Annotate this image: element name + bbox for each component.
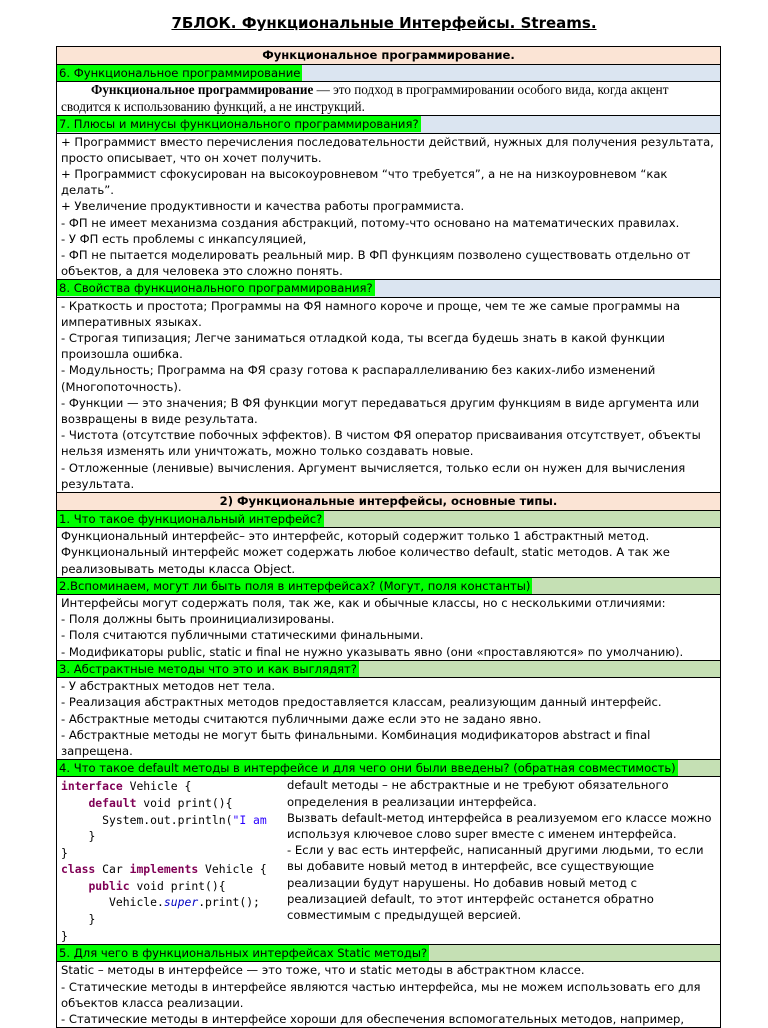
answer-line: + Увеличение продуктивности и качества работы программиста. bbox=[61, 199, 465, 214]
answer-line: Вызвать default-метод интерфейса в реализуемом его классе можно используя ключевое слово super вместе с именем интерфейса. bbox=[287, 810, 712, 841]
question-row bbox=[57, 116, 721, 133]
document-title: 7БЛОК. Функциональные Интерфейсы. Streams. bbox=[171, 14, 597, 32]
answer-line: - Поля считаются публичными статическими финальными. bbox=[61, 628, 424, 643]
section-header: 2) Функциональные интерфейсы, основные типы. bbox=[57, 493, 721, 511]
code-line: System.out.println("I am bbox=[102, 812, 267, 827]
answer-cell bbox=[57, 297, 721, 492]
answer-line: Функциональный интерфейс– это интерфейс, который содержит только 1 абстрактный метод. Функциональный интерфейс может содержать любое количество default, static методов. А так же реализовывать методы класса Object. bbox=[61, 529, 670, 576]
answer-line: - У ФП есть проблемы с инкапсуляцией, bbox=[61, 231, 307, 246]
content-table bbox=[56, 46, 721, 1028]
answer-line: - Отложенные (ленивые) вычисления. Аргумент вычисляется, только если он нужен для вычисления результата. bbox=[61, 460, 686, 491]
answer-cell bbox=[57, 678, 721, 760]
answer-line: - Статические методы в интерфейсе хороши для обеспечения вспомогательных методов, например, bbox=[61, 1012, 685, 1027]
question-label: 4. Что такое default методы в интерфейсе и для чего они были введены? (обратная совместимость) bbox=[59, 761, 676, 776]
answer-line: - Если у вас есть интерфейс, написанный другими людьми, то если вы добавите новый метод в интерфейс, все существующие реализации будут нарушены. Но добавив новый метод с реализацией default, то этот интерфейс останется обратно совместимым с предыдущей версией. bbox=[287, 843, 704, 922]
answer-lead: Функциональное программирование bbox=[91, 82, 314, 98]
answer-line: - У абстрактных методов нет тела. bbox=[61, 679, 276, 694]
answer-line: Static – методы в интерфейсе — это тоже, что и static методы в абстрактном классе. bbox=[61, 963, 585, 978]
answer-line: - Чистота (отсутствие побочных эффектов). В чистом ФЯ оператор присваивания отсутствует, объекты нельзя изменять или уничтожать, можно только создавать новые. bbox=[61, 428, 701, 459]
code-line: class Car implements Vehicle { bbox=[61, 862, 267, 877]
answer-cell bbox=[57, 595, 721, 661]
answer-line: Интерфейсы могут содержать поля, так же, как и обычные классы, но с несколькими отличиями: bbox=[61, 596, 666, 611]
question-row bbox=[57, 280, 721, 297]
answer-line: - Абстрактные методы считаются публичными даже если это не задано явно. bbox=[61, 711, 542, 726]
answer-line: - Модульность; Программа на ФЯ сразу готова к распараллеливанию без каких-либо изменений (Многопоточность). bbox=[61, 363, 656, 394]
answer-cell bbox=[57, 82, 721, 116]
answer-line: - Статические методы в интерфейсе являются частью интерфейса, мы не можем использовать его для объектов класса реализации. bbox=[61, 979, 701, 1010]
answer-cell bbox=[57, 777, 721, 945]
question-label: 2.Вспоминаем, могут ли быть поля в интерфейсах? (Могут, поля константы) bbox=[59, 578, 531, 593]
answer-line: - Функции — это значения; В ФЯ функции могут передаваться другим функциям в виде аргумента или возвращены в виде результата. bbox=[61, 395, 700, 427]
answer-text: — это подход в программировании особого вида, когда акцент сводится к использованию функций, а не инструкций. bbox=[61, 82, 669, 114]
question-label: 1. Что такое функциональный интерфейс? bbox=[59, 512, 323, 527]
answer-line: default методы – не абстрактные и не требуют обязательного определения в реализации интерфейса. bbox=[287, 778, 669, 809]
question-label: 8. Свойства функционального программирования? bbox=[59, 281, 373, 296]
question-row bbox=[57, 660, 721, 677]
code-snippet bbox=[57, 777, 283, 944]
code-line: public void print(){ bbox=[88, 878, 226, 893]
answer-line: - Поля должны быть проинициализированы. bbox=[61, 612, 335, 627]
answer-cell bbox=[57, 133, 721, 280]
answer-line: - Модификаторы public, static и final не нужно указывать явно (они «проставляются» по умолчанию). bbox=[61, 644, 684, 659]
answer-line: - Реализация абстрактных методов предоставляется классам, реализующим данный интерфейс. bbox=[61, 695, 662, 710]
answer-line: + Программист сфокусирован на высокоуровневом “что требуется”, а не на низкоуровневом “как делать”. bbox=[61, 167, 668, 198]
code-line: Vehicle.super.print(); bbox=[109, 895, 260, 910]
code-line: } bbox=[61, 928, 68, 943]
answer-cell bbox=[57, 528, 721, 578]
question-label: 5. Для чего в функциональных интерфейсах Static методы? bbox=[59, 946, 428, 961]
answer-line: + Программист вместо перечисления последовательности действий, нужных для получения результата, просто описывает, что он хочет получить. bbox=[61, 134, 714, 165]
question-label: 6. Функциональное программирование bbox=[59, 66, 301, 80]
question-row bbox=[57, 511, 721, 528]
code-line: interface Vehicle { bbox=[61, 779, 192, 794]
answer-line: - Строгая типизация; Легче заниматься отладкой кода, ты всегда будешь знать в какой функции произошла ошибка. bbox=[61, 331, 665, 362]
question-label: 3. Абстрактные методы что это и как выглядят? bbox=[59, 661, 357, 676]
question-label: 7. Плюсы и минусы функционального программирования? bbox=[59, 117, 419, 132]
answer-line: - Краткость и простота; Программы на ФЯ намного короче и проще, чем те же самые программы на императивных языках. bbox=[61, 298, 681, 329]
section-header: Функциональное программирование. bbox=[57, 47, 721, 65]
code-line: } bbox=[88, 829, 96, 844]
answer-line: - ФП не имеет механизма создания абстракций, потому-что основано на математических правилах. bbox=[61, 215, 680, 230]
question-row bbox=[57, 945, 721, 962]
code-line: default void print(){ bbox=[88, 795, 233, 810]
question-row bbox=[57, 577, 721, 594]
question-row bbox=[57, 760, 721, 777]
answer-cell bbox=[57, 962, 721, 1028]
answer-line: - Абстрактные методы не могут быть финальными. Комбинация модификаторов abstract и final запрещена. bbox=[61, 727, 651, 758]
answer-line: - ФП не пытается моделировать реальный мир. В ФП функциям позволено существовать отдельно от объектов, а для человека это сложно понять. bbox=[61, 248, 691, 279]
code-line: } bbox=[61, 845, 68, 860]
question-row bbox=[57, 65, 721, 82]
code-line: } bbox=[88, 912, 96, 927]
